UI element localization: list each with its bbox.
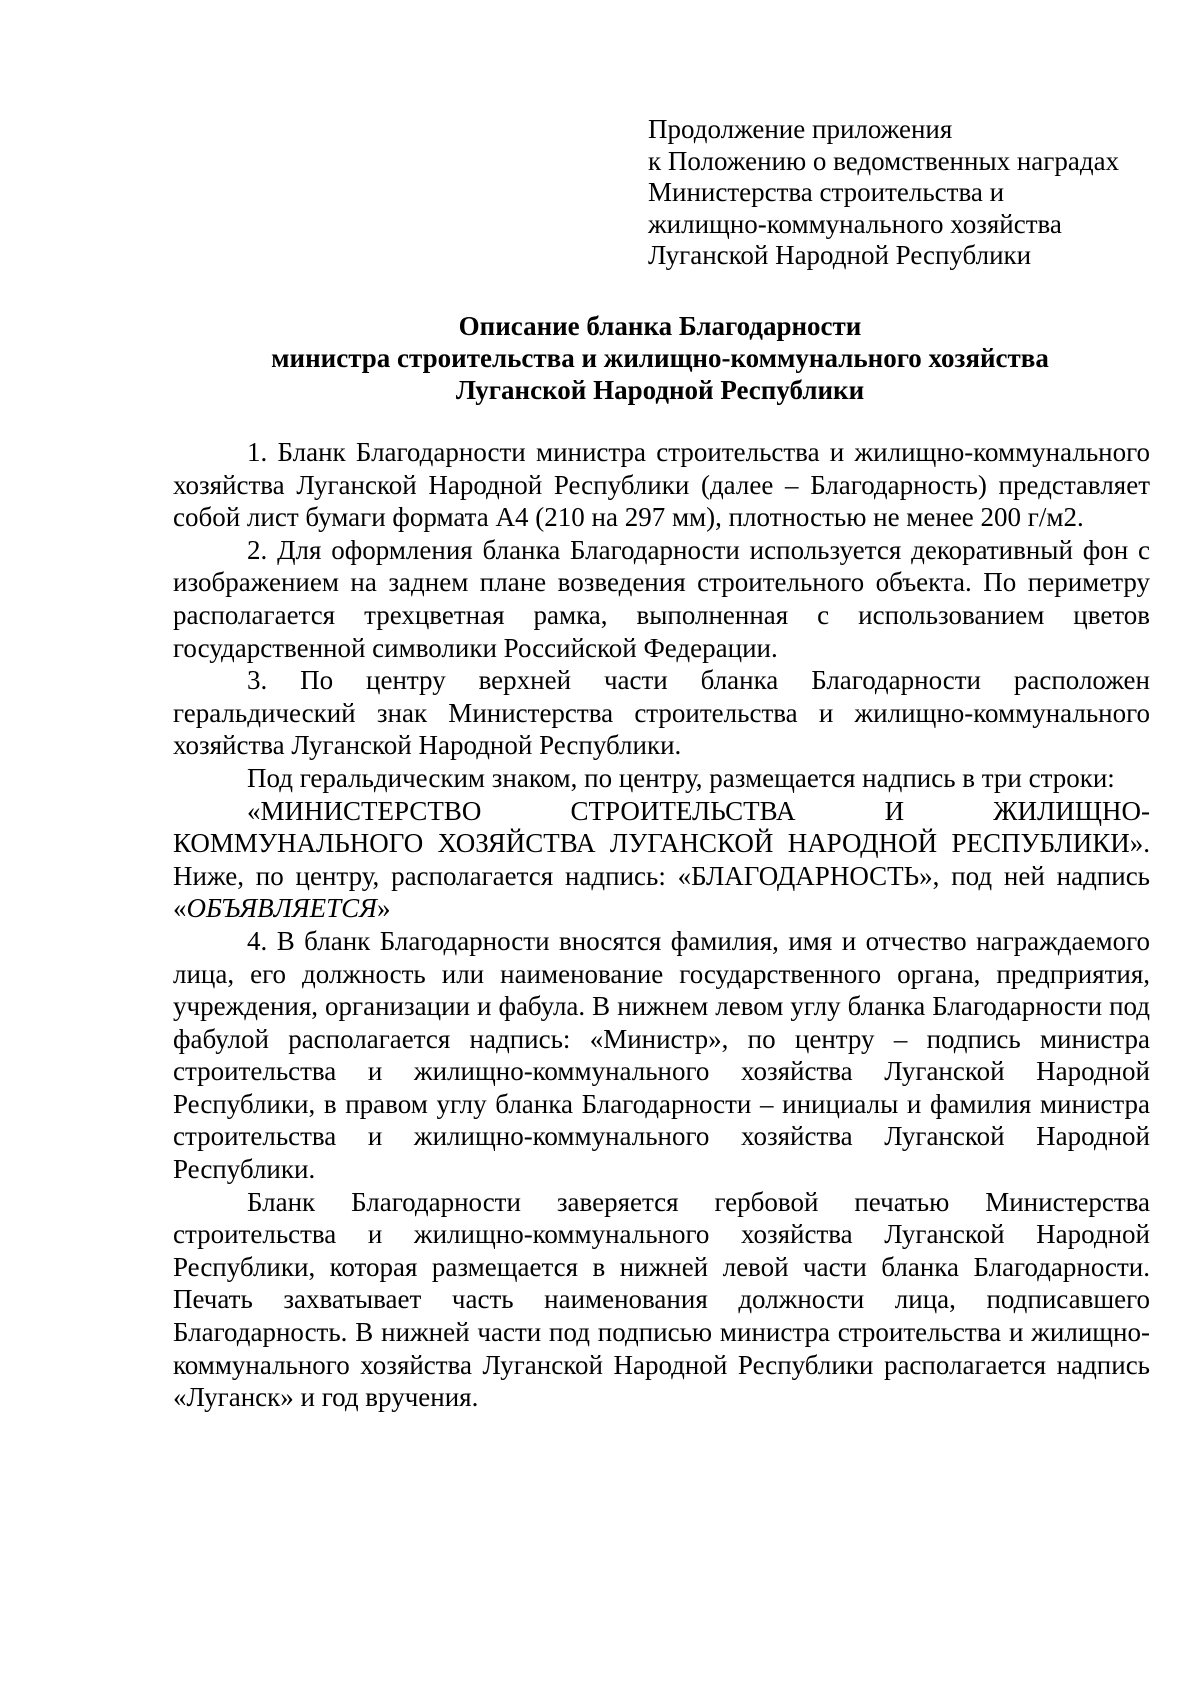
paragraph-4: Под геральдическим знаком, по центру, размещается надпись в три строки: — [247, 762, 1115, 793]
paragraph-1: 1. Бланк Благодарности министра строительства и жилищно-коммунального хозяйства Луганской Народной Республики (далее – Благодарность) представляет собой лист бумаги формата А4 (210 на 297 мм), плотностью не менее 200 г/м2. — [173, 437, 1150, 533]
appendix-header-line: к Положению о ведомственных наградах — [648, 145, 1120, 176]
document-title-line: Описание бланка Благодарности — [458, 311, 862, 341]
paragraph-2: 2. Для оформления бланка Благодарности используется декоративный фон с изображением на заднем плане возведения строительного объекта. По периметру располагается трехцветная рамка, выполненная с использованием цветов государственной символики Российской Федерации. — [173, 534, 1150, 663]
document-title — [170, 310, 1150, 406]
appendix-header-line: жилищно-коммунального хозяйства — [648, 208, 1062, 239]
paragraph-5-italic-word: ОБЪЯВЛЯЕТСЯ — [186, 893, 377, 924]
appendix-header-line: Продолжение приложения — [648, 114, 953, 144]
paragraph-5-text: «МИНИСТЕРСТВО СТРОИТЕЛЬСТВА И ЖИЛИЩНО-КОММУНАЛЬНОГО ХОЗЯЙСТВА ЛУГАНСКОЙ НАРОДНОЙ РЕСПУБЛИКИ». Ниже, по центру, располагается надпись: «БЛАГОДАРНОСТЬ», под ней надпись « — [173, 795, 1150, 924]
document-title-line: Луганской Народной Республики — [455, 375, 865, 405]
paragraph-6: 4. В бланк Благодарности вносятся фамилия, имя и отчество награждаемого лица, его должность или наименование государственного органа, предприятия, учреждения, организации и фабула. В нижнем левом углу бланка Благодарности под фабулой располагается надпись: «Министр», по центру – подпись министра строительства и жилищно-коммунального хозяйства Луганской Народной Республики, в правом углу бланка Благодарности – инициалы и фамилия министра строительства и жилищно-коммунального хозяйства Луганской Народной Республики. — [173, 925, 1150, 1185]
appendix-header-line: Министерства строительства и — [648, 177, 1005, 207]
document-title-line: министра строительства и жилищно-коммунального хозяйства — [271, 343, 1049, 373]
paragraph-5 — [173, 795, 1150, 925]
appendix-header-line: Луганской Народной Республики — [648, 240, 1032, 270]
paragraph-3: 3. По центру верхней части бланка Благодарности расположен геральдический знак Министерства строительства и жилищно-коммунального хозяйства Луганской Народной Республики. — [173, 665, 1150, 761]
paragraph-5-closing-quote: » — [376, 893, 391, 924]
document-body — [173, 436, 1150, 1414]
paragraph-7: Бланк Благодарности заверяется гербовой печатью Министерства строительства и жилищно-коммунального хозяйства Луганской Народной Республики, которая размещается в нижней левой части бланка Благодарности. Печать захватывает часть наименования должности лица, подписавшего Благодарность. В нижней части под подписью министра строительства и жилищно-коммунального хозяйства Луганской Народной Республики располагается надпись «Луганск» и год вручения. — [173, 1186, 1150, 1413]
appendix-header — [648, 114, 1168, 272]
